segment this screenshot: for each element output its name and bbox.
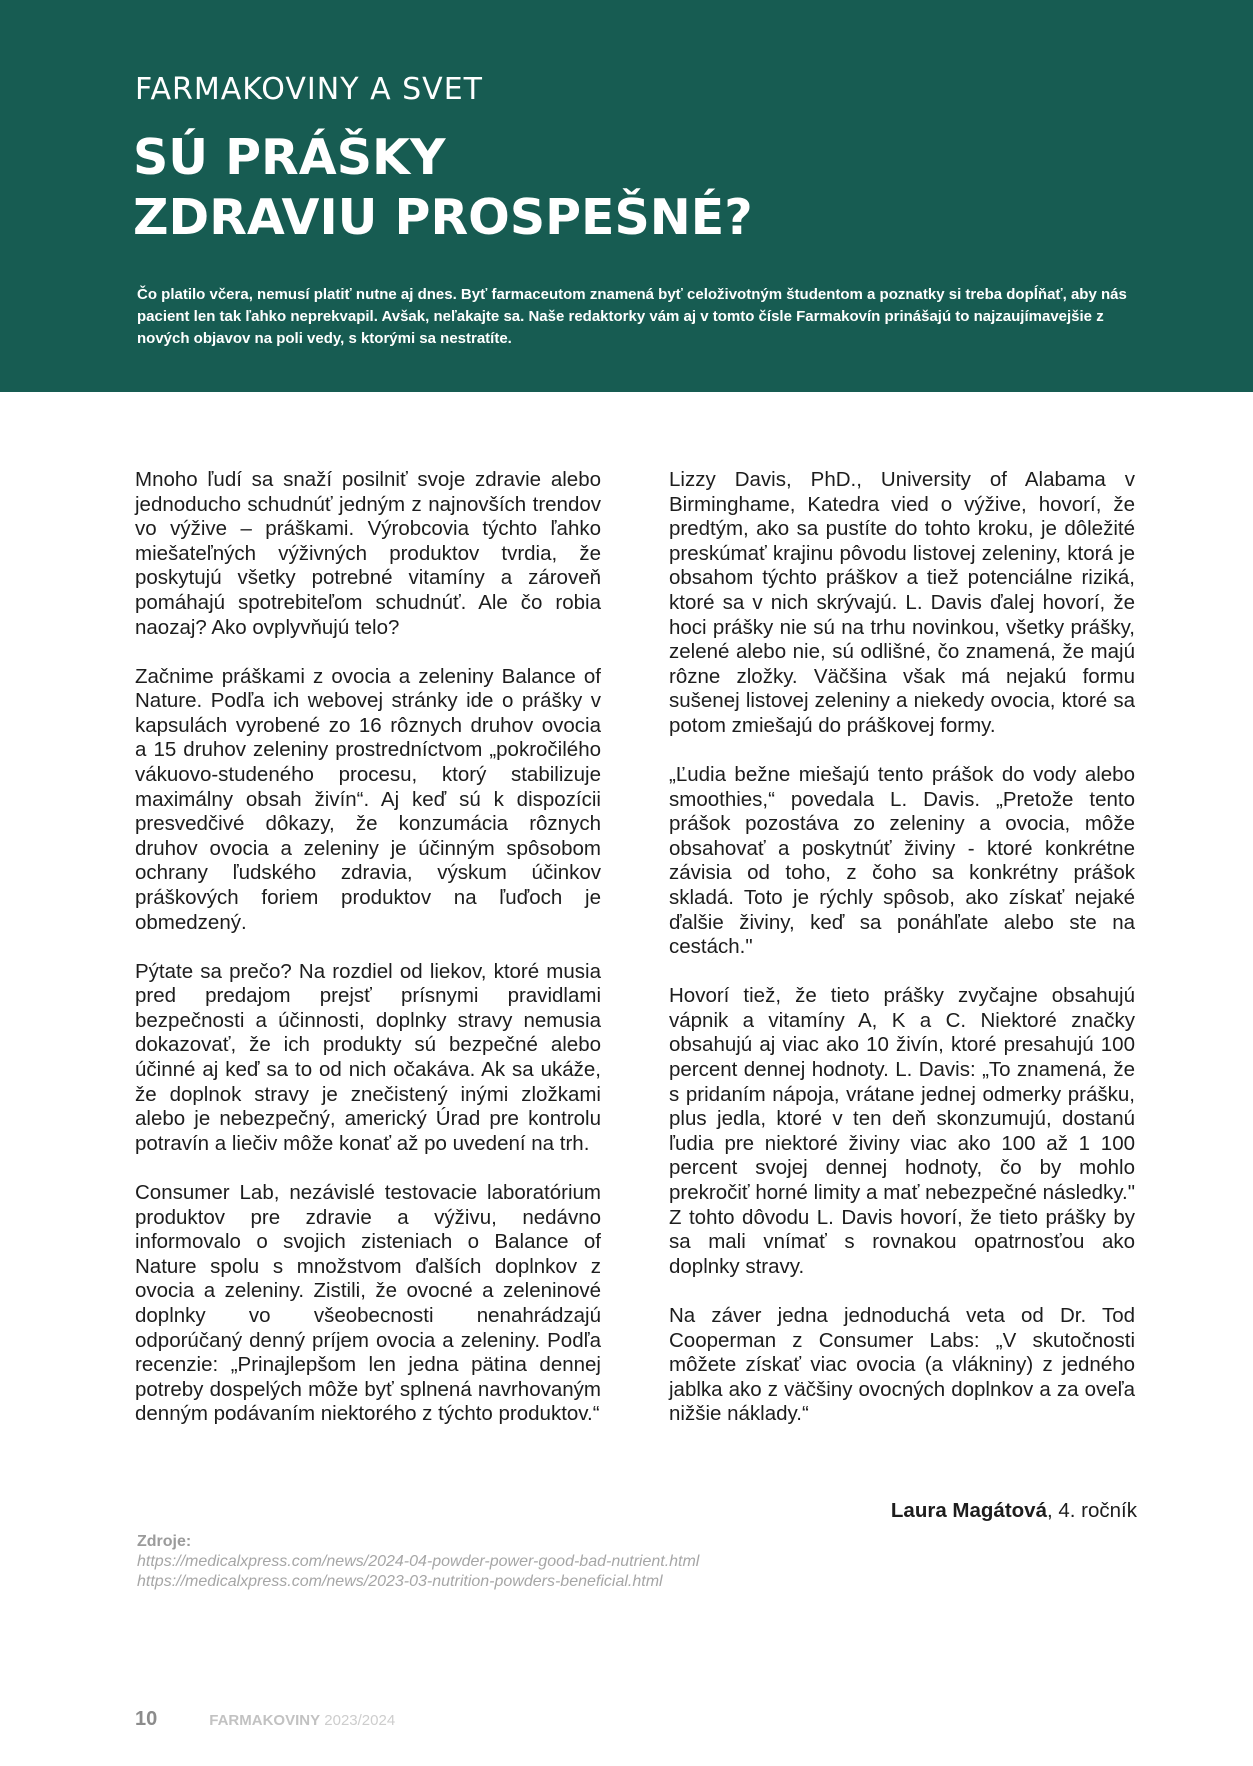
author-year: , 4. ročník: [1046, 1499, 1137, 1522]
paragraph: Hovorí tiež, že tieto prášky zvyčajne obsahujú vápnik a vitamíny A, K a C. Niektoré značky obsahujú aj viac ako 10 živín, ktoré presahujú 100 percent dennej hodnoty. L. Davis: „To znamená, že s pridaním nápoja, vrátane jednej odmerky prášku, plus jedla, ktoré v ten deň skonzumujú, dostanú ľudia pre niektoré živiny viac ako 100 až 1 100 percent svojej dennej hodnoty, čo by mohlo prekročiť horné limity a mať nebezpečné následky." Z tohto dôvodu L. Davis hovorí, že tieto prášky by sa mali vnímať s rovnakou opatrnosťou ako doplnky stravy.: [669, 984, 1135, 1278]
sources-title: Zdroje:: [137, 1533, 192, 1550]
paragraph: Na záver jedna jednoduchá veta od Dr. Tod Cooperman z Consumer Labs: „V skutočnosti môžete získať viac ovocia (a vlákniny) z jedného jablka ako z väčšiny ovocných doplnkov a za oveľa nižšie náklady.“: [669, 1303, 1135, 1426]
page-number: 10: [135, 1708, 158, 1730]
paragraph: Lizzy Davis, PhD., University of Alabama v Birminghame, Katedra vied o výžive, hovorí, že predtým, ako sa pustíte do tohto kroku, je dôležité preskúmať krajinu pôvodu listovej zeleniny, ktorá je obsahom týchto práškov a tiež potenciálne riziká, ktoré sa v nich skrývajú. L. Davis ďalej hovorí, že hoci prášky nie sú na trhu novinkou, všetky prášky, zelené alebo nie, sú odlišné, čo znamená, že majú rôzne zložky. Väčšina však má nejakú formu sušenej listovej zeleniny a niekedy ovocia, ktoré sa potom zmiešajú do práškovej formy.: [669, 468, 1135, 737]
paragraph: Začnime práškami z ovocia a zeleniny Balance of Nature. Podľa ich webovej stránky ide o prášky v kapsulách vyrobené zo 16 rôznych druhov ovocia a 15 druhov zeleniny prostredníctvom „pokročilého vákuovo-studeného procesu, ktorý stabilizuje maximálny obsah živín“. Aj keď sú k dispozícii presvedčivé dôkazy, že konzumácia rôznych druhov ovocia a zeleniny je účinným spôsobom ochrany ľudského zdravia, výskum účinkov práškových foriem produktov na ľuďoch je obmedzený.: [135, 664, 601, 934]
source-link[interactable]: https://medicalxpress.com/news/2023-03-nutrition-powders-beneficial.html: [137, 1573, 663, 1590]
paragraph: Mnoho ľudí sa snaží posilniť svoje zdravie alebo jednoducho schudnúť jedným z najnovších trendov vo výžive – práškami. Výrobcovia týchto ľahko miešateľných výživných produktov tvrdia, že poskytujú všetky potrebné vitamíny a zároveň pomáhajú spotrebiteľom schudnúť. Ale čo robia naozaj? Ako ovplyvňujú telo?: [135, 468, 601, 639]
source-link[interactable]: https://medicalxpress.com/news/2024-04-powder-power-good-bad-nutrient.html: [137, 1553, 700, 1570]
section-label: FARMAKOVINY A SVET: [135, 72, 483, 107]
author-credit: [891, 1499, 1137, 1523]
article-body: [135, 468, 1135, 1488]
header-banner: [0, 0, 1253, 392]
paragraph: Consumer Lab, nezávislé testovacie laboratórium produktov pre zdravie a výživu, nedávno informovalo o svojich zisteniach o Balance of Nature spolu s množstvom ďalších doplnkov z ovocia a zeleniny. Zistili, že ovocné a zeleninové doplnky vo všeobecnosti nenahrádzajú odporúčaný denný príjem ovocia a zeleniny. Podľa recenzie: „Prinajlepšom len jedna pätina dennej potreby dospelých môže byť splnená navrhovaným denným podávaním niektorého z týchto produktov.“: [135, 1180, 601, 1426]
magazine-year: 2023/2024: [320, 1712, 396, 1729]
title-line-1: SÚ PRÁŠKY: [133, 129, 446, 186]
paragraph: Pýtate sa prečo? Na rozdiel od liekov, ktoré musia pred predajom prejsť prísnymi pravidlami bezpečnosti a účinnosti, doplnky stravy nemusia dokazovať, že ich produkty sú bezpečné alebo účinné aj keď sa to od nich očakáva. Ak sa ukáže, že doplnok stravy je znečistený inými zložkami alebo je nebezpečný, americký Úrad pre kontrolu potravín a liečiv môže konať až po uvedení na trh.: [135, 959, 601, 1155]
title-line-2: ZDRAVIU PROSPEŠNÉ?: [133, 189, 753, 246]
paragraph: „Ľudia bežne miešajú tento prášok do vody alebo smoothies,“ povedala L. Davis. „Pretože tento prášok pozostáva zo zeleniny a ovocia, môže obsahovať a poskytnúť živiny - ktoré konkrétne závisia od toho, z čoho sa konkrétny prášok skladá. Toto je rýchly spôsob, ako získať nejaké ďalšie živiny, keď sa ponáhľate alebo ste na cestách.": [669, 763, 1135, 959]
left-column: [135, 468, 601, 1451]
page-footer: [135, 1708, 395, 1731]
sources: [137, 1532, 1037, 1592]
magazine-name: FARMAKOVINY: [209, 1712, 321, 1729]
right-column: [669, 468, 1135, 1451]
author-name: Laura Magátová: [890, 1499, 1047, 1522]
article-title: [133, 128, 753, 248]
lead-paragraph: Čo platilo včera, nemusí platiť nutne aj dnes. Byť farmaceutom znamená byť celoživotným študentom a poznatky si treba dopĺňať, aby nás pacient len tak ľahko neprekvapil. Avšak, neľakajte sa. Naše redaktorky vám aj v tomto čísle Farmakovín prinášajú to najzaujímavejšie z nových objavov na poli vedy, s ktorými sa nestratíte.: [137, 286, 1127, 347]
